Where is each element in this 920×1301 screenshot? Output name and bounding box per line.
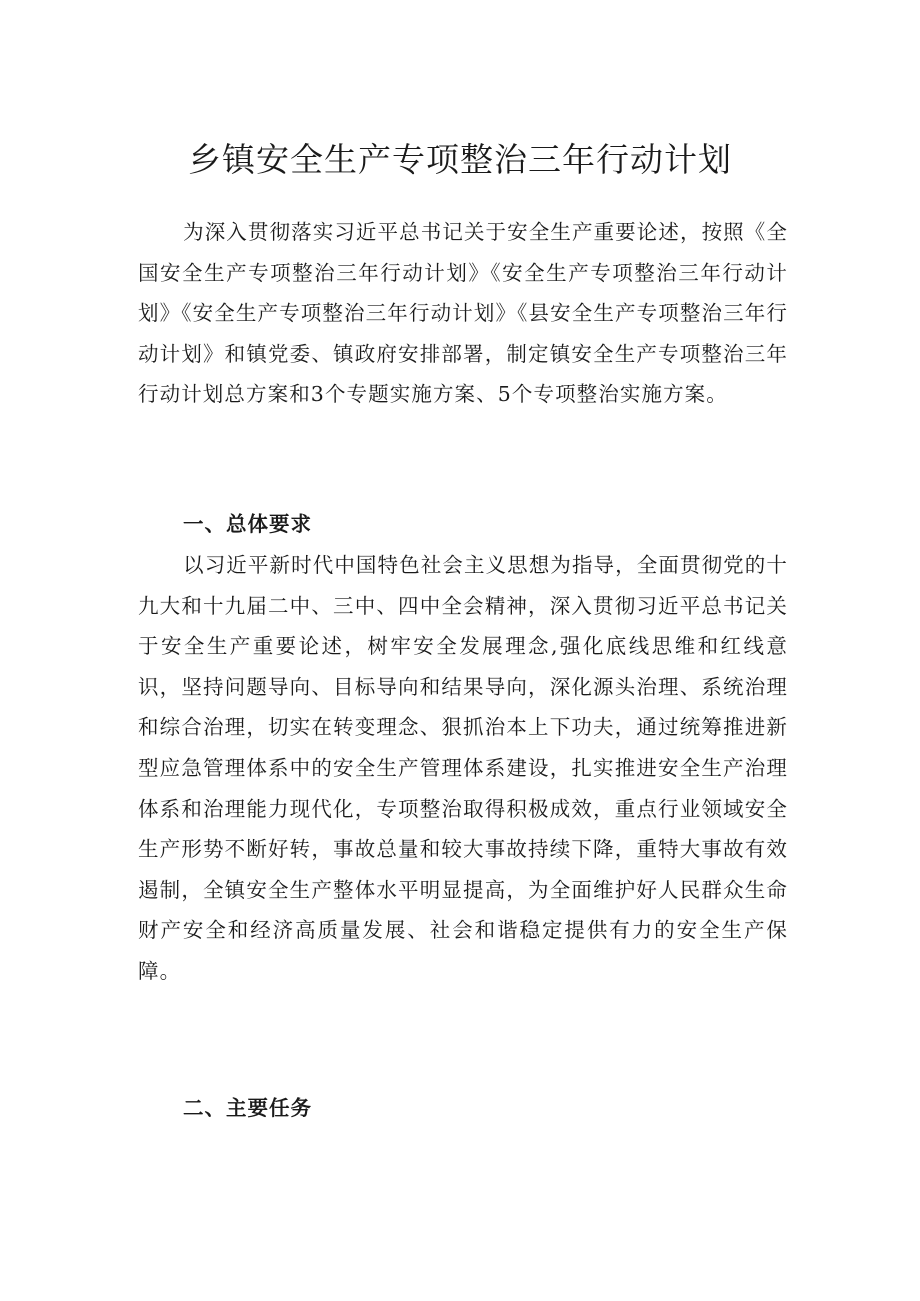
- section-heading-main-tasks: 二、主要任务: [183, 1096, 312, 1120]
- section-heading-general-requirements: 一、总体要求: [183, 512, 312, 536]
- page-title: 乡镇安全生产专项整治三年行动计划: [188, 140, 732, 179]
- intro-paragraph: 为深入贯彻落实习近平总书记关于安全生产重要论述，按照《全国安全生产专项整治三年行动计划》《安全生产专项整治三年行动计划》《安全生产专项整治三年行动计划》《县安全生产专项整治三年行动计划》和镇党委、镇政府安排部署，制定镇安全生产专项整治三年行动计划总方案和3个专题实施方案、5个专项整治实施方案。: [138, 220, 788, 407]
- general-requirements-paragraph: 以习近平新时代中国特色社会主义思想为指导，全面贯彻党的十九大和十九届二中、三中、四中全会精神，深入贯彻习近平总书记关于安全生产重要论述，树牢安全发展理念,强化底线思维和红线意识，坚持问题导向、目标导向和结果导向，深化源头治理、系统治理和综合治理，切实在转变理念、狠抓治本上下功夫，通过统筹推进新型应急管理体系中的安全生产管理体系建设，扎实推进安全生产治理体系和治理能力现代化，专项整治取得积极成效，重点行业领域安全生产形势不断好转，事故总量和较大事故持续下降，重特大事故有效遏制，全镇安全生产整体水平明显提高，为全面维护好人民群众生命财产安全和经济高质量发展、社会和谐稳定提供有力的安全生产保障。: [138, 553, 788, 983]
